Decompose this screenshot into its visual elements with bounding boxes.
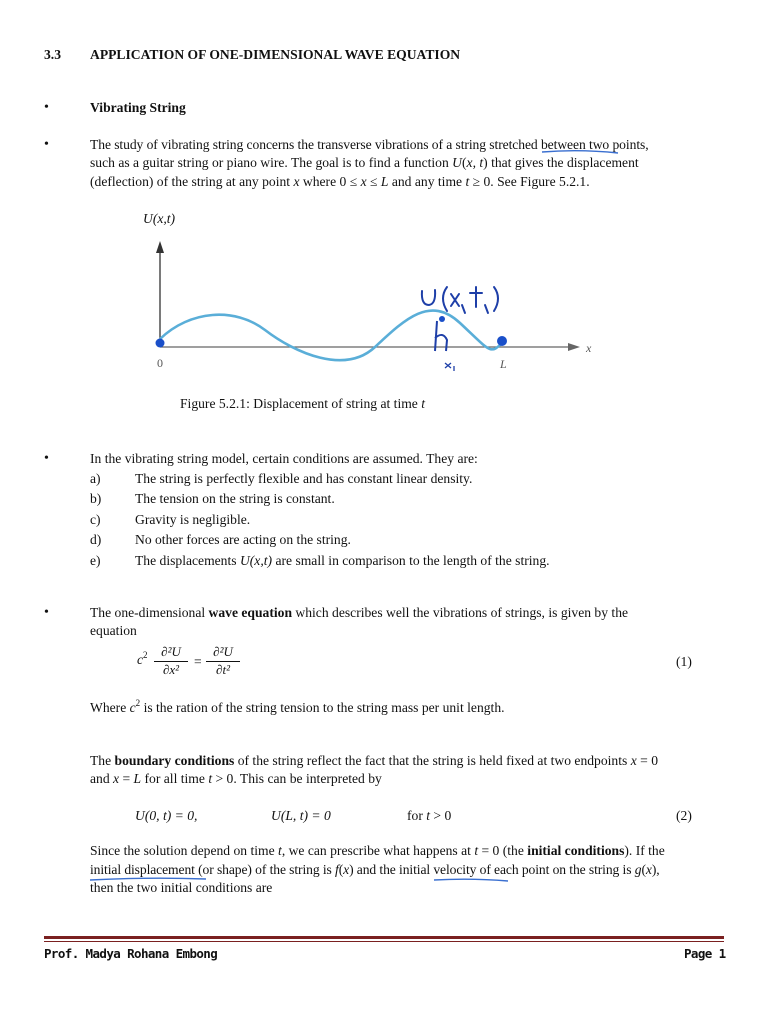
initial-line-3: then the two initial conditions are	[90, 880, 273, 895]
initial-line-1: Since the solution depend on time t, we can prescribe what happens at t = 0 (the initial conditions). If the	[90, 843, 665, 858]
boundary-eq-2: U(L, t) = 0	[271, 808, 331, 823]
eq-rhs-numerator: ∂²U	[206, 644, 240, 662]
eq-coefficient: $c^2$	[137, 650, 148, 667]
eq-lhs-numerator: ∂²U	[154, 644, 188, 662]
eq-lhs-fraction	[154, 644, 188, 678]
condition-item: Gravity is negligible.	[135, 512, 251, 527]
y-axis-arrow	[156, 241, 164, 253]
intro-line-3: (deflection) of the string at any point x where 0 ≤ x ≤ L and any time t ≥ 0. See Figure 5.2.1.	[90, 174, 590, 189]
eq-rhs-denominator: ∂t²	[216, 662, 230, 677]
eq-lhs-denominator: ∂x²	[162, 662, 180, 677]
footer-rule-thick	[44, 936, 724, 939]
condition-item: The tension on the string is constant.	[135, 491, 335, 506]
subheading-vibrating-string: Vibrating String	[90, 100, 186, 115]
figure-string-displacement	[140, 235, 610, 375]
handwritten-x1	[445, 363, 454, 371]
footer-author: Prof. Madya Rohana Embong	[44, 946, 218, 961]
boundary-eq-1: U(0, t) = 0,	[135, 808, 198, 823]
bullet: •	[44, 451, 49, 466]
string-curve	[160, 311, 502, 361]
section-number: 3.3	[44, 47, 61, 62]
footer-rule-thin	[44, 941, 724, 942]
initial-line-2: initial displacement (or shape) of the string is f(x) and the initial velocity of each point on the string is g(x),	[90, 862, 660, 877]
x-axis-label: x	[586, 341, 592, 355]
intro-line-1: The study of vibrating string concerns the transverse vibrations of a string stretched between two points,	[90, 137, 649, 152]
eq-equals: =	[194, 654, 202, 669]
condition-label: c)	[90, 512, 101, 527]
handwritten-note	[422, 287, 498, 313]
figure-y-axis-label: U(x,t)	[143, 211, 176, 226]
eq-rhs-fraction	[206, 644, 240, 678]
conditions-intro: In the vibrating string model, certain conditions are assumed. They are:	[90, 451, 478, 466]
wave-where-line: Where $c^2$ is the ration of the string tension to the string mass per unit length.	[90, 698, 505, 715]
condition-item: The string is perfectly flexible and has constant linear density.	[135, 471, 473, 486]
boundary-eq-3: for t > 0	[407, 808, 452, 823]
boundary-line-1: The boundary conditions of the string reflect the fact that the string is held fixed at two endpoints x = 0	[90, 753, 658, 768]
condition-label: e)	[90, 553, 101, 568]
eq-number-2: (2)	[676, 808, 692, 823]
condition-label: d)	[90, 532, 102, 547]
intro-line-2: such as a guitar string or piano wire. The goal is to find a function U(x, t) that gives the displacement	[90, 155, 639, 170]
bullet: •	[44, 605, 49, 620]
section-title: APPLICATION OF ONE-DIMENSIONAL WAVE EQUATION	[90, 47, 461, 62]
handwritten-underline	[432, 876, 512, 884]
end-label: L	[500, 357, 507, 371]
endpoint-L	[497, 336, 507, 346]
wave-line-2: equation	[90, 623, 137, 638]
boundary-line-2: and x = L for all time t > 0. This can be interpreted by	[90, 771, 382, 786]
bullet: •	[44, 100, 49, 115]
marked-point	[439, 316, 445, 322]
bullet: •	[44, 137, 49, 152]
condition-item: The displacements U(x,t) are small in comparison to the length of the string.	[135, 553, 550, 568]
footer-page-number: Page 1	[684, 946, 726, 961]
origin-label: 0	[157, 356, 163, 370]
condition-label: a)	[90, 471, 101, 486]
x-axis-arrow	[568, 343, 580, 351]
condition-item: No other forces are acting on the string.	[135, 532, 351, 547]
eq-number-1: (1)	[676, 654, 692, 669]
condition-label: b)	[90, 491, 102, 506]
figure-caption: Figure 5.2.1: Displacement of string at time t	[180, 396, 426, 411]
wave-line-1: The one-dimensional wave equation which describes well the vibrations of strings, is given by the	[90, 605, 629, 620]
handwritten-underline	[540, 148, 620, 156]
endpoint-origin	[156, 339, 165, 348]
